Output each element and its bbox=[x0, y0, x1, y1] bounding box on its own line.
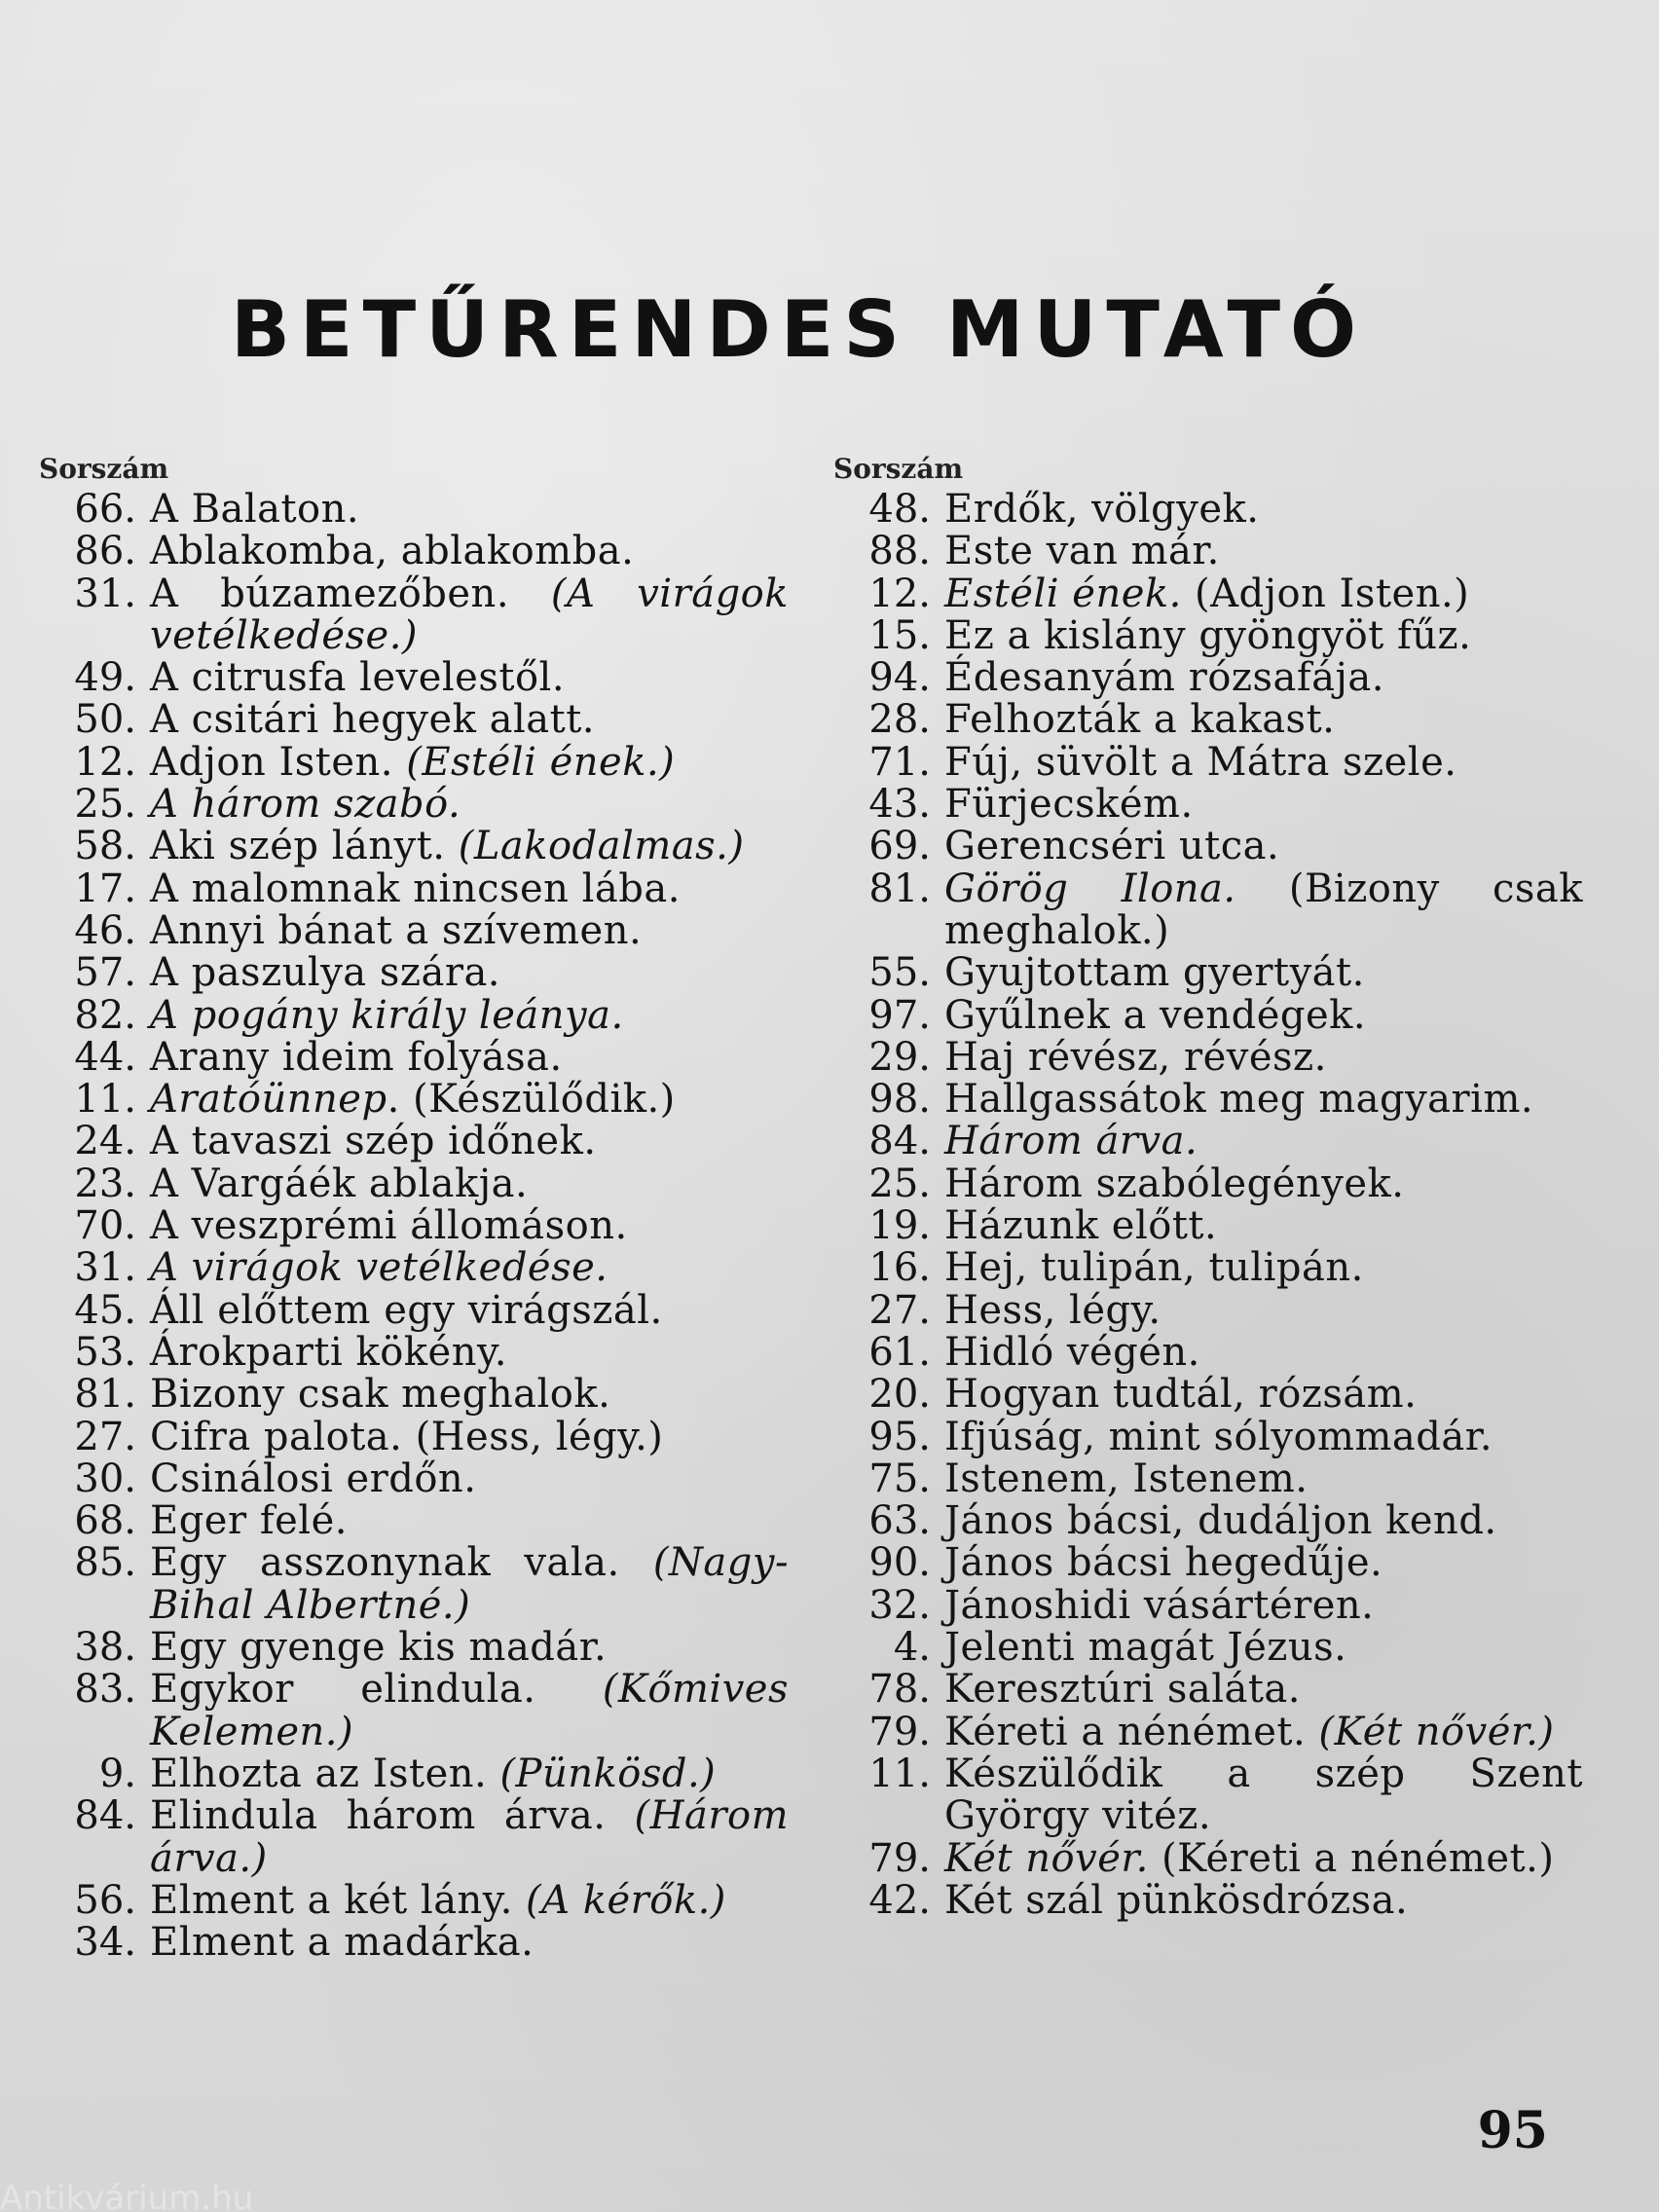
entry-title bbox=[150, 1121, 789, 1162]
entry-number: 69. bbox=[868, 824, 931, 869]
entry-number: 12. bbox=[74, 739, 136, 785]
entry-title bbox=[150, 868, 789, 910]
index-entry bbox=[39, 907, 789, 953]
index-entry bbox=[39, 868, 789, 910]
entry-title-part: Arany ideim folyása. bbox=[150, 1034, 563, 1080]
entry-title bbox=[150, 1877, 789, 1923]
index-entry bbox=[833, 1121, 1583, 1162]
index-entry bbox=[39, 1374, 789, 1416]
entry-title bbox=[150, 573, 789, 658]
entry-title bbox=[150, 1458, 789, 1500]
entry-number: 31. bbox=[74, 1245, 136, 1291]
index-entry bbox=[39, 531, 789, 572]
entry-title bbox=[944, 952, 1583, 994]
entry-number: 81. bbox=[74, 1372, 136, 1418]
index-entry bbox=[39, 1079, 789, 1121]
entry-title bbox=[150, 1287, 789, 1333]
entry-title-italic: Estéli ének. bbox=[944, 571, 1182, 616]
entry-title-part: . (Készülődik.) bbox=[387, 1077, 676, 1123]
entry-number: 94. bbox=[868, 655, 931, 701]
entry-number: 45. bbox=[74, 1287, 136, 1333]
index-entry bbox=[39, 826, 789, 867]
entry-title-part: Erdők, völgyek. bbox=[944, 487, 1260, 532]
entry-title-italic: (A kérők.) bbox=[526, 1877, 726, 1923]
entry-title bbox=[944, 1374, 1583, 1416]
index-entry bbox=[833, 1582, 1583, 1628]
index-entry bbox=[39, 489, 789, 531]
index-entry bbox=[833, 573, 1583, 615]
entry-title bbox=[944, 573, 1583, 615]
entry-number: 84. bbox=[868, 1119, 931, 1164]
entry-title bbox=[944, 1458, 1583, 1500]
entry-title-part: A citrusfa levelestől. bbox=[150, 655, 566, 701]
index-entry bbox=[39, 1542, 789, 1627]
entry-title-part: A búzamezőben. bbox=[150, 571, 551, 616]
entry-title-italic: A három szabó. bbox=[150, 782, 461, 828]
index-entry bbox=[833, 1329, 1583, 1375]
entry-title-part: (Adjon Isten.) bbox=[1181, 571, 1470, 616]
entry-title-italic: (Nagy-Bihal Albertné.) bbox=[150, 1540, 789, 1628]
index-entry bbox=[833, 1877, 1583, 1923]
index-entry bbox=[39, 1329, 789, 1375]
entry-title-part: A Balaton. bbox=[150, 487, 360, 532]
entry-title bbox=[150, 1414, 789, 1459]
entry-title-italic: (A virágok vetélkedése.) bbox=[150, 571, 789, 658]
entry-title-part: Áll előttem egy virágszál. bbox=[150, 1287, 663, 1333]
entry-title bbox=[150, 1247, 789, 1289]
entry-number: 15. bbox=[868, 612, 931, 658]
entry-number: 70. bbox=[74, 1203, 136, 1249]
index-entry bbox=[833, 992, 1583, 1038]
index-entry bbox=[833, 699, 1583, 741]
entry-number: 20. bbox=[868, 1372, 931, 1418]
index-entry bbox=[39, 1287, 789, 1333]
entry-title bbox=[944, 1329, 1583, 1375]
entry-title-part: János bácsi hegedűje. bbox=[944, 1540, 1383, 1586]
entry-number: 95. bbox=[868, 1414, 931, 1459]
index-entry bbox=[833, 1287, 1583, 1333]
entry-number: 61. bbox=[868, 1329, 931, 1375]
index-entry bbox=[39, 784, 789, 826]
entry-title-part: Elindula három árva. bbox=[150, 1793, 635, 1839]
entry-title bbox=[944, 699, 1583, 741]
entry-title-part: Hej, tulipán, tulipán. bbox=[944, 1245, 1364, 1291]
entry-title-part: Fürjecském. bbox=[944, 782, 1194, 828]
entry-title-part: Hidló végén. bbox=[944, 1329, 1200, 1375]
entry-title bbox=[944, 1669, 1583, 1711]
entry-title bbox=[944, 1582, 1583, 1628]
entry-title-part: Elhozta az Isten. bbox=[150, 1751, 500, 1796]
entry-title-part: Árokparti kökény. bbox=[150, 1329, 507, 1375]
entry-title-part: A tavaszi szép időnek. bbox=[150, 1119, 597, 1164]
entry-number: 4. bbox=[893, 1625, 931, 1671]
entry-title-italic: Három árva. bbox=[944, 1119, 1198, 1164]
entry-title-part: A Vargáék ablakja. bbox=[150, 1161, 529, 1206]
entry-number: 82. bbox=[74, 992, 136, 1038]
index-entry bbox=[39, 992, 789, 1038]
entry-title-part: Fúj, süvölt a Mátra szele. bbox=[944, 739, 1457, 785]
entry-title-part: A veszprémi állomáson. bbox=[150, 1203, 628, 1249]
entry-number: 81. bbox=[868, 866, 931, 911]
entry-title-part: Három szabólegények. bbox=[944, 1161, 1405, 1206]
entry-number: 38. bbox=[74, 1625, 136, 1671]
entry-title-part: János bácsi, dudáljon kend. bbox=[944, 1498, 1497, 1544]
entry-number: 97. bbox=[868, 992, 931, 1038]
index-column-left bbox=[39, 450, 789, 1964]
entry-title bbox=[944, 657, 1583, 699]
index-entry bbox=[833, 1669, 1583, 1711]
entry-number: 79. bbox=[868, 1835, 931, 1881]
entry-title-part: Csinálosi erdőn. bbox=[150, 1456, 477, 1501]
entry-title-part: Elment a két lány. bbox=[150, 1877, 527, 1923]
entry-number: 71. bbox=[868, 739, 931, 785]
entry-title bbox=[150, 1034, 789, 1080]
entry-title bbox=[150, 1542, 789, 1627]
index-entry bbox=[833, 1458, 1583, 1500]
entry-title bbox=[944, 992, 1583, 1038]
index-entry bbox=[833, 1709, 1583, 1754]
page-title: BETŰRENDES MUTATÓ bbox=[230, 284, 1367, 375]
entry-title-part: Két szál pünkösdrózsa. bbox=[944, 1877, 1409, 1923]
entry-number: 43. bbox=[868, 782, 931, 828]
index-entry bbox=[833, 826, 1583, 867]
entry-title-part: A malomnak nincsen lába. bbox=[150, 866, 681, 911]
entry-list bbox=[39, 489, 789, 1964]
entry-number: 55. bbox=[868, 950, 931, 996]
index-entry bbox=[39, 1458, 789, 1500]
entry-number: 30. bbox=[74, 1456, 136, 1501]
entry-title-part: Adjon Isten. bbox=[150, 739, 407, 785]
index-column-right bbox=[833, 450, 1583, 1922]
column-header: Sorszám bbox=[833, 453, 964, 485]
entry-title-part: Hess, légy. bbox=[944, 1287, 1161, 1333]
entry-number: 9. bbox=[98, 1751, 136, 1796]
entry-title bbox=[150, 784, 789, 826]
entry-title bbox=[150, 1205, 789, 1247]
entry-title-part: Házunk előtt. bbox=[944, 1203, 1218, 1249]
entry-title bbox=[150, 1669, 789, 1753]
entry-title-italic: Aratóünnep bbox=[150, 1077, 387, 1123]
index-entry bbox=[833, 612, 1583, 658]
index-entry bbox=[39, 739, 789, 785]
entry-number: 86. bbox=[74, 529, 136, 574]
index-entry bbox=[833, 868, 1583, 953]
entry-title-part: Este van már. bbox=[944, 529, 1220, 574]
index-entry bbox=[39, 1795, 789, 1880]
index-entry bbox=[833, 739, 1583, 785]
entry-title bbox=[150, 1329, 789, 1375]
entry-number: 29. bbox=[868, 1034, 931, 1080]
index-entry bbox=[833, 1163, 1583, 1205]
index-entry bbox=[833, 531, 1583, 572]
entry-title bbox=[150, 1795, 789, 1880]
entry-title-italic: A pogány király leánya. bbox=[150, 992, 624, 1038]
entry-title-part: Haj révész, révész. bbox=[944, 1034, 1327, 1080]
entry-title-part: Istenem, Istenem. bbox=[944, 1456, 1309, 1501]
entry-title bbox=[944, 1627, 1583, 1669]
index-entry bbox=[833, 1247, 1583, 1289]
entry-number: 90. bbox=[868, 1540, 931, 1586]
index-entry bbox=[39, 1877, 789, 1923]
index-entry bbox=[833, 1205, 1583, 1247]
entry-title bbox=[944, 1034, 1583, 1080]
entry-number: 66. bbox=[74, 487, 136, 532]
entry-title-part: A paszulya szára. bbox=[150, 950, 501, 996]
entry-number: 78. bbox=[868, 1667, 931, 1713]
entry-number: 75. bbox=[868, 1456, 931, 1501]
index-entry bbox=[833, 784, 1583, 826]
index-entry bbox=[39, 699, 789, 741]
page-number: 95 bbox=[1477, 2101, 1548, 2160]
entry-number: 50. bbox=[74, 697, 136, 743]
index-entry bbox=[833, 1079, 1583, 1121]
index-entry bbox=[39, 1205, 789, 1247]
entry-title-part: Hallgassátok meg magyarim. bbox=[944, 1077, 1534, 1123]
index-entry bbox=[39, 1627, 789, 1669]
column-header: Sorszám bbox=[39, 453, 169, 485]
index-entry bbox=[833, 1835, 1583, 1881]
entry-title bbox=[150, 1922, 789, 1964]
entry-number: 83. bbox=[74, 1667, 136, 1713]
index-entry bbox=[833, 1034, 1583, 1080]
entry-number: 46. bbox=[74, 907, 136, 953]
entry-title bbox=[150, 1627, 789, 1669]
entry-number: 63. bbox=[868, 1498, 931, 1544]
entry-title-part: Egy gyenge kis madár. bbox=[150, 1625, 608, 1671]
entry-number: 12. bbox=[868, 571, 931, 616]
entry-title-part: Készülődik a szép Szent György vitéz. bbox=[944, 1751, 1583, 1839]
entry-title bbox=[944, 1500, 1583, 1542]
entry-title-italic: (Estéli ének.) bbox=[406, 739, 676, 785]
entry-title bbox=[150, 1753, 789, 1795]
entry-title bbox=[944, 1163, 1583, 1205]
entry-title bbox=[150, 1500, 789, 1542]
entry-number: 57. bbox=[74, 950, 136, 996]
entry-list bbox=[833, 489, 1583, 1922]
entry-title bbox=[944, 868, 1583, 953]
entry-number: 28. bbox=[868, 697, 931, 743]
index-entry bbox=[833, 1753, 1583, 1838]
entry-title-part: A csitári hegyek alatt. bbox=[150, 697, 595, 743]
index-entry bbox=[39, 573, 789, 658]
entry-title bbox=[944, 1287, 1583, 1333]
entry-title bbox=[944, 1079, 1583, 1121]
entry-title bbox=[150, 531, 789, 572]
entry-number: 27. bbox=[74, 1414, 136, 1459]
entry-title bbox=[150, 657, 789, 699]
index-entry bbox=[833, 1374, 1583, 1416]
entry-title-part: (Kéreti a nénémet.) bbox=[1148, 1835, 1555, 1881]
entry-title-part: Édesanyám rózsafája. bbox=[944, 655, 1384, 701]
entry-title bbox=[944, 1753, 1583, 1838]
entry-title-part: Cifra palota. (Hess, légy.) bbox=[150, 1414, 664, 1459]
entry-number: 24. bbox=[74, 1119, 136, 1164]
entry-title-italic: (Két nővér.) bbox=[1318, 1709, 1555, 1754]
entry-number: 11. bbox=[74, 1077, 136, 1123]
entry-number: 85. bbox=[74, 1540, 136, 1586]
entry-number: 48. bbox=[868, 487, 931, 532]
index-entry bbox=[39, 1121, 789, 1162]
entry-title-part: Egy asszonynak vala. bbox=[150, 1540, 653, 1586]
entry-title bbox=[944, 531, 1583, 572]
entry-number: 79. bbox=[868, 1709, 931, 1754]
index-entry bbox=[833, 1627, 1583, 1669]
index-entry bbox=[39, 1753, 789, 1795]
entry-title bbox=[944, 612, 1583, 658]
entry-number: 16. bbox=[868, 1245, 931, 1291]
index-entry bbox=[833, 489, 1583, 531]
entry-title bbox=[944, 489, 1583, 531]
entry-title bbox=[150, 992, 789, 1038]
index-entry bbox=[833, 1542, 1583, 1584]
entry-title bbox=[150, 1163, 789, 1205]
index-entry bbox=[39, 1669, 789, 1753]
index-entry bbox=[833, 1500, 1583, 1542]
entry-number: 56. bbox=[74, 1877, 136, 1923]
entry-title-italic: (Lakodalmas.) bbox=[458, 824, 745, 869]
index-entry bbox=[833, 1414, 1583, 1459]
index-entry bbox=[39, 1034, 789, 1080]
entry-title-part: Ifjúság, mint sólyommadár. bbox=[944, 1414, 1493, 1459]
index-entry bbox=[39, 1922, 789, 1964]
entry-title-part: Elment a madárka. bbox=[150, 1920, 535, 1966]
entry-title-italic: Görög Ilona. bbox=[944, 866, 1236, 911]
entry-title-part: (Bizony csak meghalok.) bbox=[944, 866, 1583, 953]
entry-number: 49. bbox=[74, 655, 136, 701]
entry-number: 25. bbox=[868, 1161, 931, 1206]
index-entry bbox=[39, 1247, 789, 1289]
entry-title bbox=[150, 489, 789, 531]
entry-number: 27. bbox=[868, 1287, 931, 1333]
entry-title-part: Gerencséri utca. bbox=[944, 824, 1280, 869]
entry-number: 25. bbox=[74, 782, 136, 828]
entry-title-part: Hogyan tudtál, rózsám. bbox=[944, 1372, 1418, 1418]
index-entry bbox=[39, 952, 789, 994]
entry-title bbox=[944, 1835, 1583, 1881]
entry-number: 23. bbox=[74, 1161, 136, 1206]
entry-title bbox=[944, 784, 1583, 826]
index-entry bbox=[833, 952, 1583, 994]
entry-title bbox=[944, 1414, 1583, 1459]
entry-title bbox=[944, 1542, 1583, 1584]
entry-title-part: Gyűlnek a vendégek. bbox=[944, 992, 1367, 1038]
entry-title bbox=[150, 1374, 789, 1416]
entry-title bbox=[944, 1709, 1583, 1754]
entry-title-part: Kéreti a nénémet. bbox=[944, 1709, 1319, 1754]
entry-number: 42. bbox=[868, 1877, 931, 1923]
entry-title-part: Ez a kislány gyöngyöt fűz. bbox=[944, 612, 1472, 658]
entry-title bbox=[150, 1079, 789, 1121]
entry-title-italic: Két nővér. bbox=[944, 1835, 1149, 1881]
entry-title bbox=[944, 826, 1583, 867]
entry-title bbox=[944, 739, 1583, 785]
entry-title-part: Jánoshidi vásártéren. bbox=[944, 1582, 1375, 1628]
entry-number: 68. bbox=[74, 1498, 136, 1544]
entry-number: 19. bbox=[868, 1203, 931, 1249]
entry-title-italic: A virágok vetélkedése. bbox=[150, 1245, 608, 1291]
entry-number: 84. bbox=[74, 1793, 136, 1839]
entry-number: 58. bbox=[74, 824, 136, 869]
entry-number: 31. bbox=[74, 571, 136, 616]
entry-title-part: Eger felé. bbox=[150, 1498, 348, 1544]
entry-title-italic: (Pünkösd.) bbox=[499, 1751, 717, 1796]
entry-title-italic: (Három árva.) bbox=[150, 1793, 789, 1881]
entry-title bbox=[150, 907, 789, 953]
entry-title-part: Egykor elindula. bbox=[150, 1667, 603, 1713]
watermark: Antikvárium.hu bbox=[0, 2179, 254, 2212]
entry-number: 11. bbox=[868, 1751, 931, 1796]
index-entry bbox=[39, 1500, 789, 1542]
entry-title bbox=[944, 1121, 1583, 1162]
index-entry bbox=[39, 657, 789, 699]
index-entry bbox=[39, 1414, 789, 1459]
entry-number: 98. bbox=[868, 1077, 931, 1123]
entry-title-part: Aki szép lányt. bbox=[150, 824, 459, 869]
entry-title bbox=[150, 952, 789, 994]
index-entry bbox=[39, 1163, 789, 1205]
entry-number: 53. bbox=[74, 1329, 136, 1375]
entry-title-part: Keresztúri saláta. bbox=[944, 1667, 1301, 1713]
entry-title bbox=[150, 739, 789, 785]
entry-title-part: Gyujtottam gyertyát. bbox=[944, 950, 1365, 996]
entry-number: 44. bbox=[74, 1034, 136, 1080]
entry-title-part: Annyi bánat a szívemen. bbox=[150, 907, 643, 953]
entry-number: 34. bbox=[74, 1920, 136, 1966]
entry-title bbox=[150, 826, 789, 867]
entry-title-part: Bizony csak meghalok. bbox=[150, 1372, 611, 1418]
index-entry bbox=[833, 657, 1583, 699]
entry-title-italic: (Kőmives Kelemen.) bbox=[150, 1667, 789, 1754]
entry-title bbox=[944, 1247, 1583, 1289]
entry-number: 88. bbox=[868, 529, 931, 574]
entry-number: 17. bbox=[74, 866, 136, 911]
entry-title-part: Ablakomba, ablakomba. bbox=[150, 529, 635, 574]
entry-title-part: Jelenti magát Jézus. bbox=[944, 1625, 1347, 1671]
entry-title bbox=[944, 1205, 1583, 1247]
entry-title bbox=[150, 699, 789, 741]
entry-title bbox=[944, 1877, 1583, 1923]
entry-title-part: Felhozták a kakast. bbox=[944, 697, 1336, 743]
entry-number: 32. bbox=[868, 1582, 931, 1628]
